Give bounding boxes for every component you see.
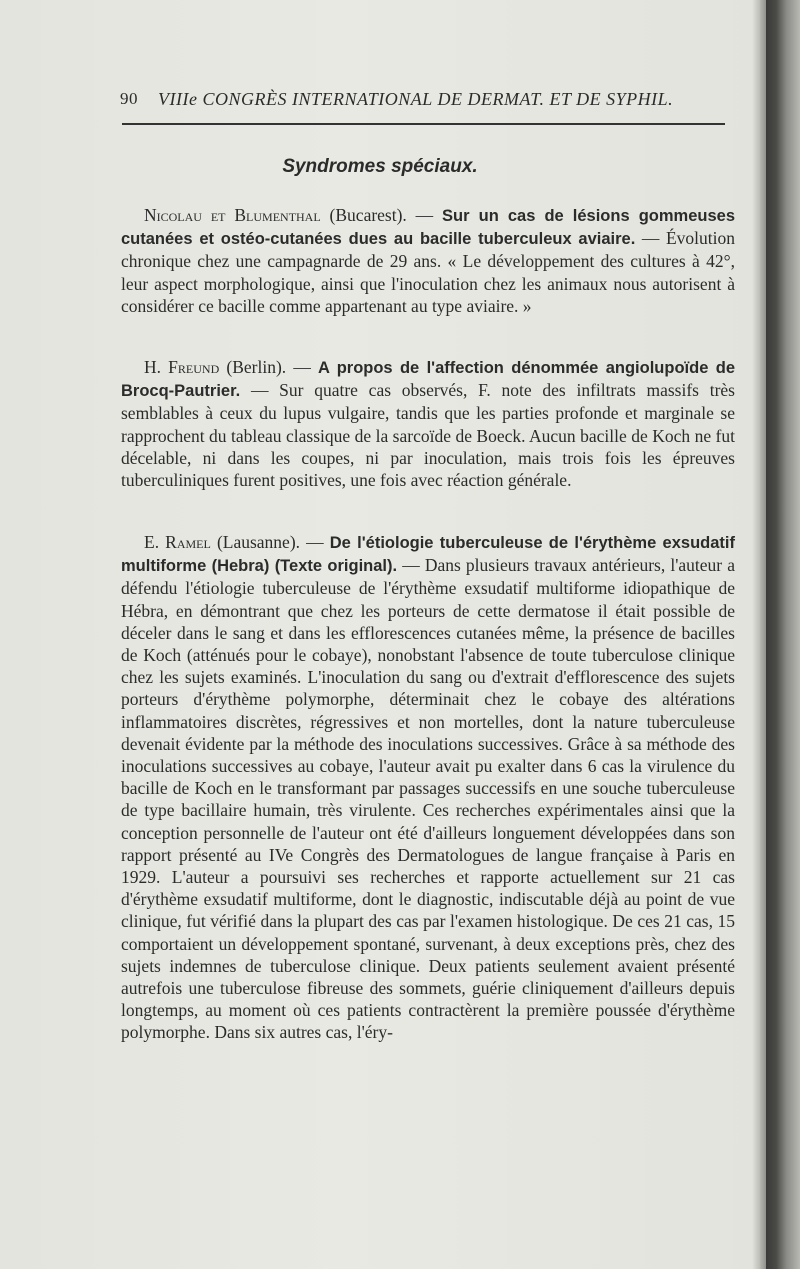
entry-body: — Dans plusieurs travaux antérieurs, l'auteur a défendu l'étiologie tuberculeuse de l'érythème exsudatif multiforme idiopathique de Hébra, en démontrant que chez les porteurs de cette dermatose il était possible de déceler dans le sang et dans les efflorescences cutanées même, la présence de bacilles de Koch (atténués pour le cobaye), nonobstant l'absence de toute tuberculose clinique chez les sujets examinés. L'inoculation du sang ou d'extrait d'efflorescence des sujets porteurs d'érythème polymorphe, déterminait chez le cobaye des altérations inflammatoires discrètes, régressives et non mortelles, dont la nature tuberculeuse devenait évidente par la méthode des inoculations successives. Grâce à sa méthode des inoculations successives au cobaye, l'auteur avait pu exalter dans 6 cas la virulence du bacille de Koch en le transformant par passages successifs en une souche tuberculeuse de type bacillaire humain, très virulente. Ces recherches expérimentales ainsi que la conception personnelle de l'auteur ont été d'ailleurs longuement développées dans son rapport présenté au IVe Congrès des Dermatologues de langue française à Paris en 1929. L'auteur a poursuivi ses recherches et rapporte actuellement sur 21 cas d'érythème exsudatif multiforme, dont le diagnostic, indiscutable déjà au point de vue clinique, fut vérifié dans la plupart des cas par l'examen histologique. De ces 21 cas, 15 comportaient un développement spontané, survenant, à deux exceptions près, chez des sujets indemnes de tuberculose clinique. Deux patients seulement avaient présenté autrefois une tuberculose fibreuse des sommets, guérie cliniquement d'ailleurs depuis longtemps, au moment où ces patients contractèrent la première poussée d'érythème polymorphe. Dans six autres cas, l'éry- [121,555,735,1043]
book-edge [766,0,800,1269]
running-header [120,85,725,115]
entry-body: — Évolution chronique chez une campagnarde de 29 ans. « Le développement des cultures à 42°, leur aspect morphologique, ainsi que l'inoculation chez les animaux nous autorisent à considérer ce bacille comme appartenant au type aviaire. » [121,228,736,316]
entry-author: Nicolau et Blumenthal [144,205,321,225]
entry-author: H. Freund [144,357,220,377]
entry-place: (Bucarest). — [320,205,443,225]
entry-place: (Berlin). — [219,357,319,377]
entry-title: De l'étiologie tuberculeuse de l'érythème exsudatif multiforme (Hebra) (Texte original). [121,534,735,576]
abstract-entry [121,356,735,491]
running-title: VIIIe CONGRÈS INTERNATIONAL DE DERMAT. ET DE SYPHIL. [158,89,674,109]
entry-title: A propos de l'affection dénommée angiolupoïde de Brocq-Pautrier. [121,359,736,401]
page-gutter-shadow [752,0,766,1269]
entry-place: (Lausanne). — [210,532,330,552]
entry-author: E. Ramel [144,532,211,552]
page-number: 90 [120,89,138,108]
abstract-entry [121,204,735,317]
abstract-entry [121,531,735,1044]
entry-title: Sur un cas de lésions gommeuses cutanées et ostéo-cutanées dues au bacille tuberculeux aviaire. [121,207,736,249]
header-rule [122,123,725,125]
entry-body: — Sur quatre cas observés, F. note des infiltrats massifs très semblables à ceux du lupus vulgaire, tandis que les parties profonde et marginale se rapprochent du tableau classique de la sarcoïde de Boeck. Aucun bacille de Koch ne fut décelable, ni dans les coupes, ni par inoculation, mais trois fois les épreuves tuberculiniques furent positives, une fois avec réaction générale. [121,380,735,491]
section-title: Syndromes spéciaux. [282,156,478,177]
